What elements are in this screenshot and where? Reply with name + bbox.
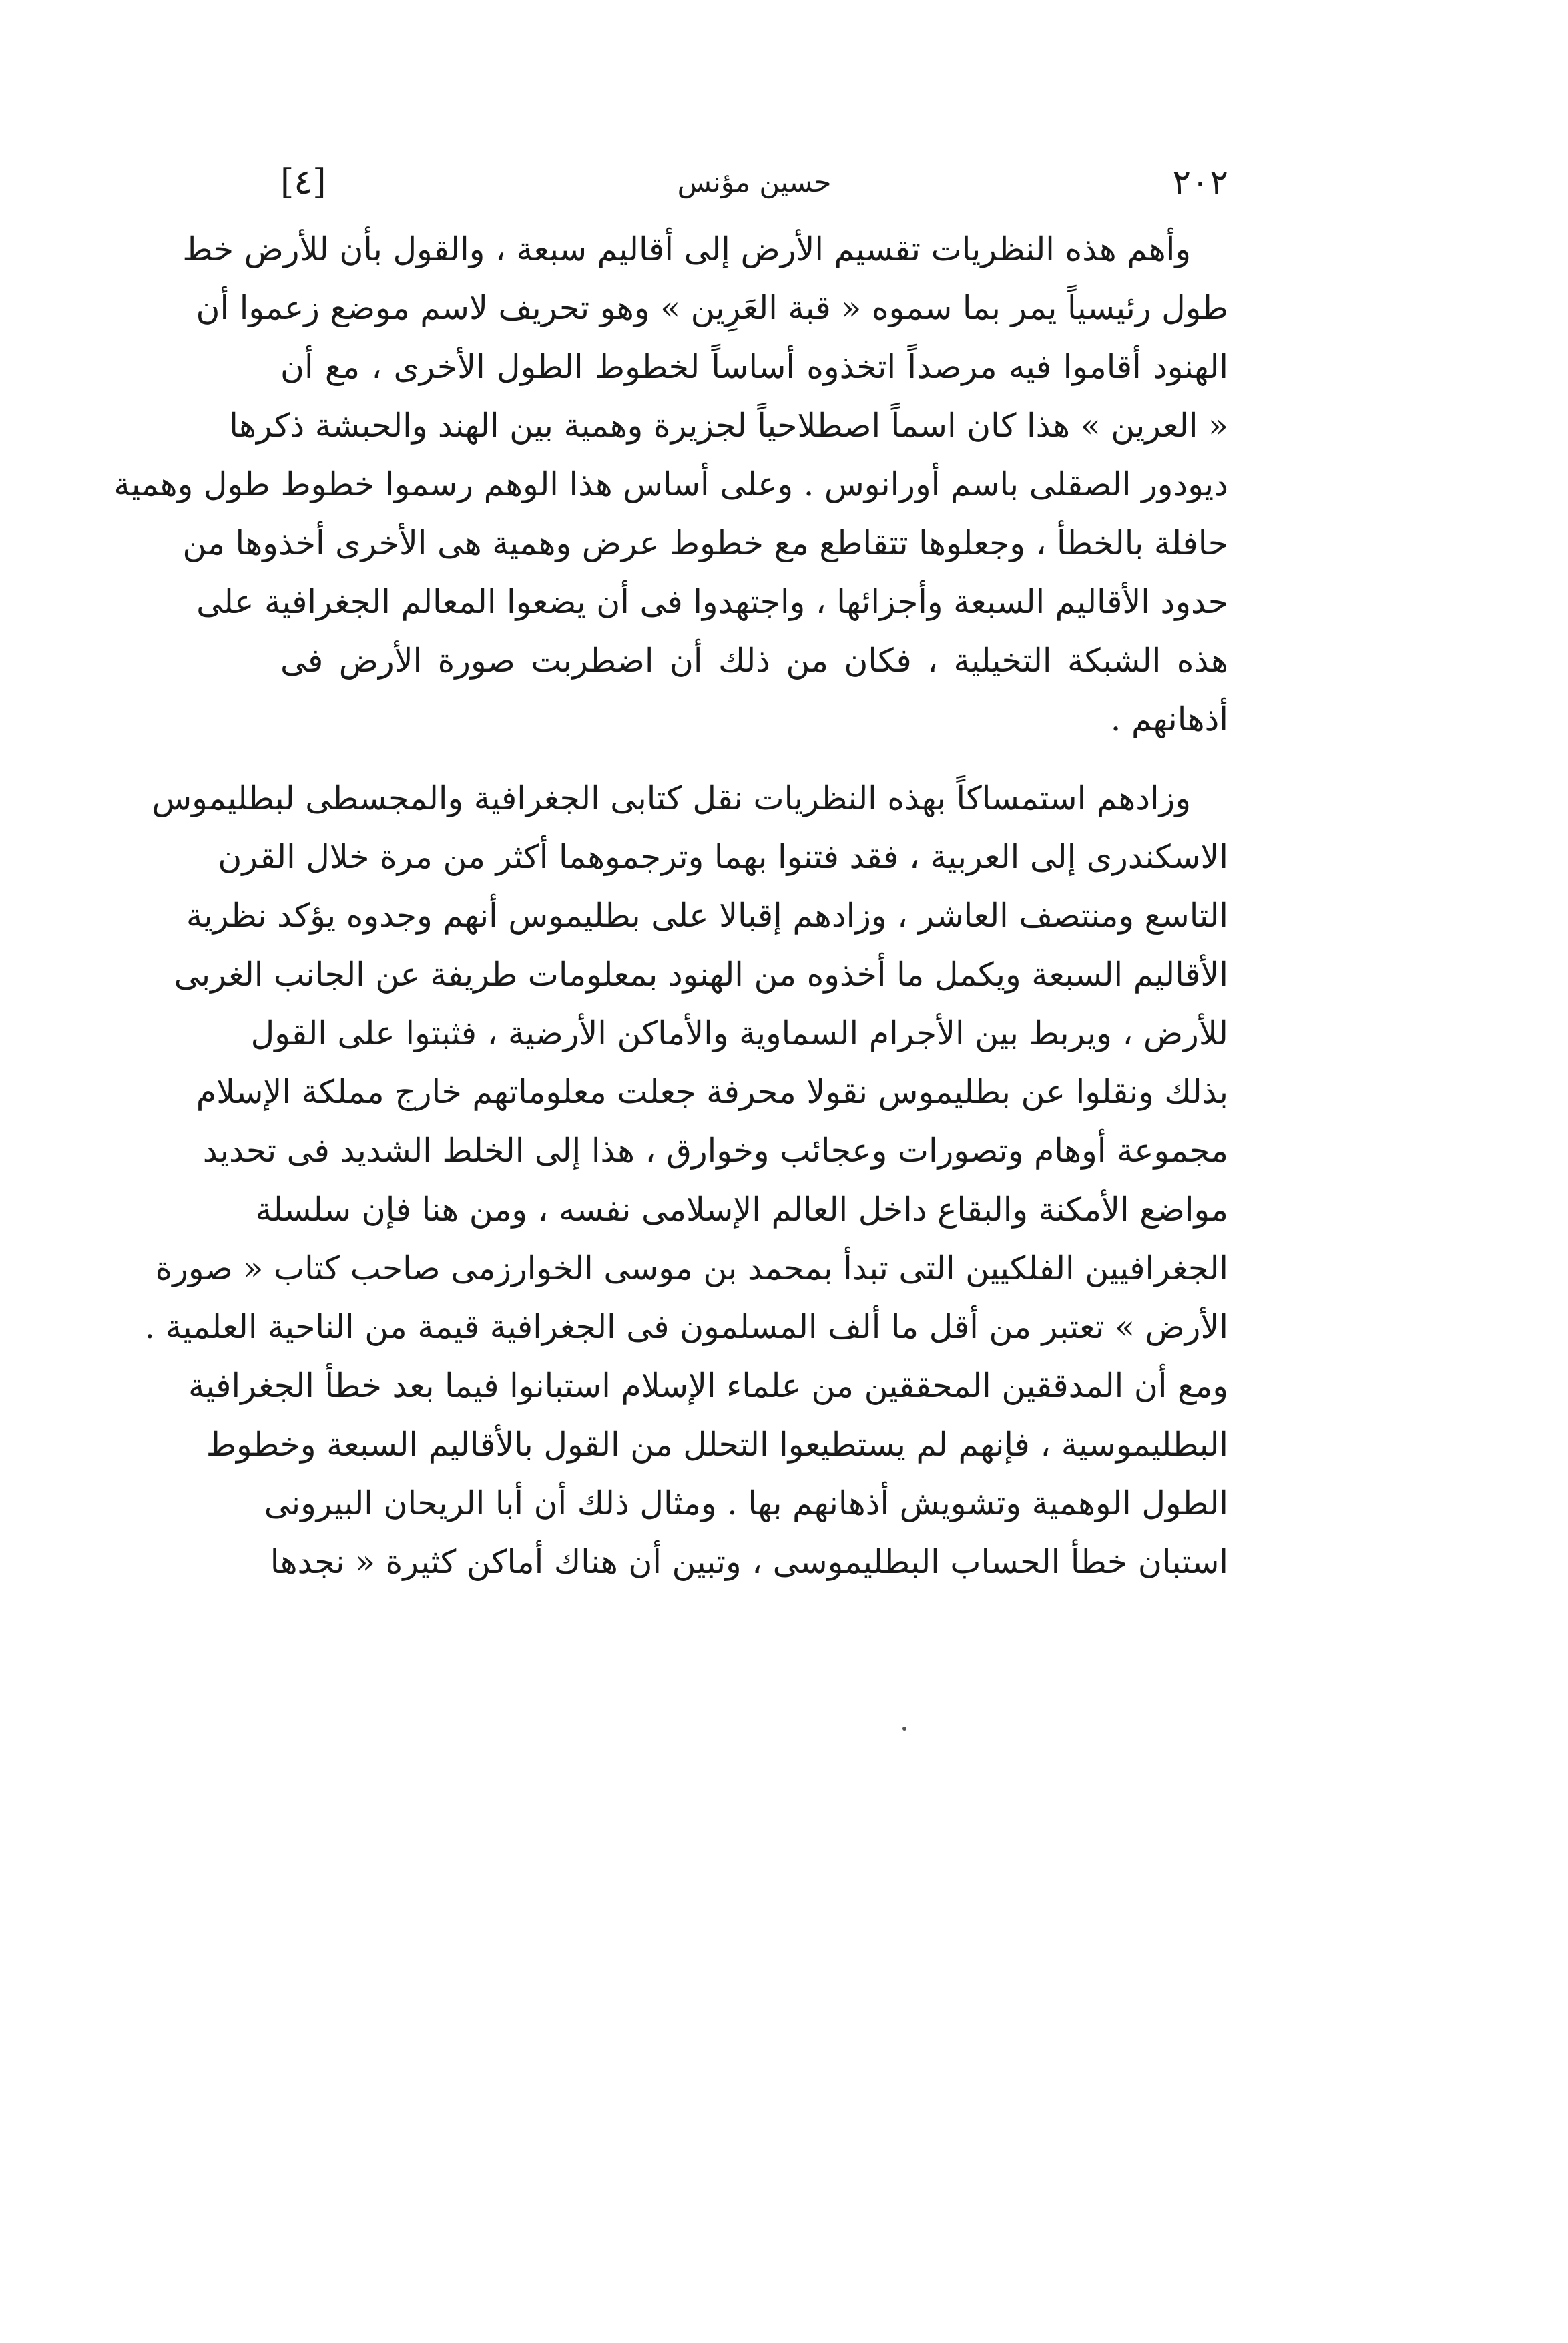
text-line: للأرض ، ويربط بين الأجرام السماوية والأماكن الأرضية ، فثبتوا على القول bbox=[250, 1014, 1228, 1052]
paragraph-1 bbox=[113, 220, 1228, 749]
section-mark: [٤] bbox=[280, 162, 326, 202]
text-line: الأقاليم السبعة ويكمل ما أخذوه من الهنود بمعلومات طريفة عن الجانب الغربى bbox=[174, 955, 1228, 994]
text-line: حافلة بالخطأ ، وجعلوها تتقاطع مع خطوط عرض وهمية هى الأخرى أخذوها من bbox=[182, 524, 1228, 562]
page-header bbox=[280, 152, 1228, 212]
text-line: طول رئيسياً يمر بما سموه « قبة العَرِين » وهو تحريف لاسم موضع زعموا أن bbox=[196, 289, 1228, 327]
text-line: الهنود أقاموا فيه مرصداً اتخذوه أساساً لخطوط الطول الأخرى ، مع أن bbox=[280, 348, 1228, 386]
body-text bbox=[113, 220, 1228, 1592]
text-line: استبان خطأ الحساب البطليموسى ، وتبين أن هناك أماكن كثيرة « نجدها bbox=[270, 1543, 1228, 1581]
text-line: الطول الوهمية وتشويش أذهانهم بها . ومثال ذلك أن أبا الريحان البيرونى bbox=[264, 1484, 1228, 1522]
text-line: ومع أن المدققين المحققين من علماء الإسلام استبانوا فيما بعد خطأ الجغرافية bbox=[188, 1367, 1228, 1405]
paragraph-2 bbox=[144, 769, 1228, 1592]
text-line: الجغرافيين الفلكيين التى تبدأ بمحمد بن موسى الخوارزمى صاحب كتاب « صورة bbox=[155, 1249, 1228, 1287]
text-line: أذهانهم . bbox=[1110, 700, 1228, 738]
text-line: بذلك ونقلوا عن بطليموس نقولا محرفة جعلت معلوماتهم خارج مملكة الإسلام bbox=[196, 1073, 1228, 1111]
text-line: مواضع الأمكنة والبقاع داخل العالم الإسلامى نفسه ، ومن هنا فإن سلسلة bbox=[255, 1191, 1228, 1229]
text-line: ديودور الصقلى باسم أورانوس . وعلى أساس هذا الوهم رسموا خطوط طول وهمية bbox=[113, 465, 1228, 503]
text-line: البطليموسية ، فإنهم لم يستطيعوا التحلل من القول بالأقاليم السبعة وخطوط bbox=[206, 1426, 1228, 1464]
text-line: الأرض » تعتبر من أقل ما ألف المسلمون فى الجغرافية قيمة من الناحية العلمية . bbox=[144, 1308, 1228, 1346]
text-line: « العرين » هذا كان اسماً اصطلاحياً لجزيرة وهمية بين الهند والحبشة ذكرها bbox=[229, 407, 1228, 445]
text-line: مجموعة أوهام وتصورات وعجائب وخوارق ، هذا إلى الخلط الشديد فى تحديد bbox=[202, 1132, 1228, 1170]
text-line: حدود الأقاليم السبعة وأجزائها ، واجتهدوا فى أن يضعوا المعالم الجغرافية على bbox=[196, 583, 1228, 621]
text-line: الاسكندرى إلى العربية ، فقد فتنوا بهما وترجموهما أكثر من مرة خلال القرن bbox=[218, 838, 1228, 876]
page-number: ٢٠٢ bbox=[1172, 162, 1228, 202]
stray-dot-mark bbox=[902, 1727, 906, 1731]
text-line: وزادهم استمساكاً بهذه النظريات نقل كتابى الجغرافية والمجسطى لبطليموس bbox=[152, 779, 1191, 817]
text-line: وأهم هذه النظريات تقسيم الأرض إلى أقاليم سبعة ، والقول بأن للأرض خط bbox=[182, 230, 1191, 268]
running-title: حسين مؤنس bbox=[677, 166, 832, 198]
text-line: هذه الشبكة التخيلية ، فكان من ذلك أن اضطربت صورة الأرض فى bbox=[280, 642, 1228, 680]
paragraph-gap bbox=[280, 749, 1228, 769]
text-line: التاسع ومنتصف العاشر ، وزادهم إقبالا على بطليموس أنهم وجدوه يؤكد نظرية bbox=[186, 897, 1228, 935]
